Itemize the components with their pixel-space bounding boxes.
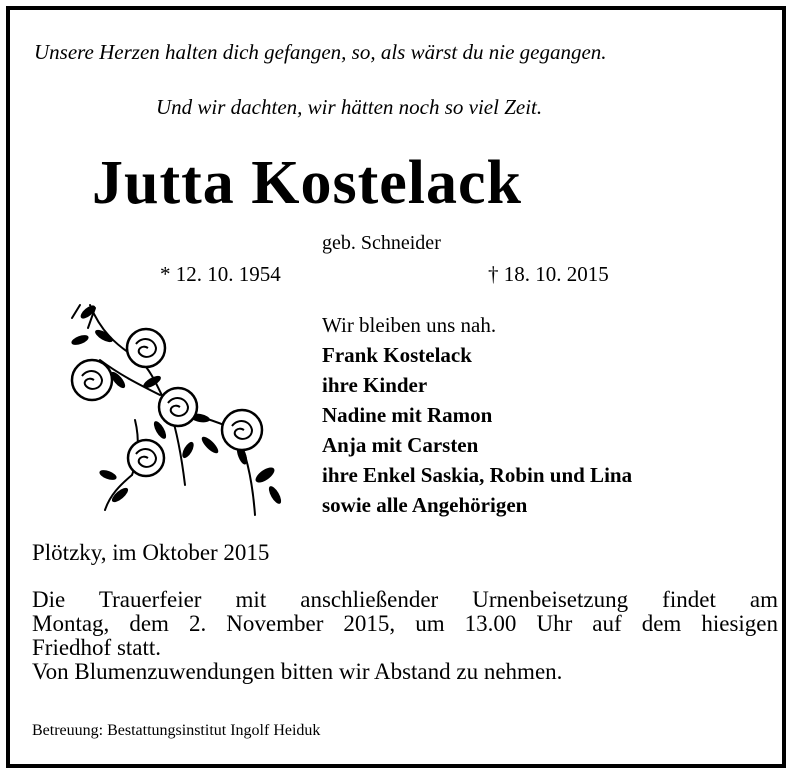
ceremony-line-1: Die Trauerfeier mit anschließender Urnenbeisetzung findet am [32,587,778,612]
mourner-line: Frank Kostelack [322,343,472,367]
maiden-name: geb. Schneider [322,232,441,254]
poem-line-1: Unsere Herzen halten dich gefangen, so, als wärst du nie gegangen. [34,40,607,64]
mourners-list [322,310,632,520]
death-date: † 18. 10. 2015 [488,262,609,286]
birth-date: * 12. 10. 1954 [160,262,281,286]
funeral-home-credit: Betreuung: Bestattungsinstitut Ingolf Heiduk [32,722,321,739]
poem-line-2: Und wir dachten, wir hätten noch so viel Zeit. [156,95,543,119]
flowers-note: Von Blumenzuwendungen bitten wir Abstand zu nehmen. [32,659,563,684]
ceremony-line-2: Montag, dem 2. November 2015, um 13.00 Uhr auf dem hiesigen [32,611,778,636]
mourner-line: ihre Kinder [322,373,428,397]
obituary-frame [6,6,786,768]
mourner-line: Nadine mit Ramon [322,403,493,427]
ceremony-line-3: Friedhof statt. [32,635,162,660]
mourners-intro: Wir bleiben uns nah. [322,313,497,337]
mourner-line: sowie alle Angehörigen [322,493,528,517]
deceased-name: Jutta Kostelack [92,149,523,217]
roses-icon [60,300,290,522]
place-date: Plötzky, im Oktober 2015 [32,540,270,565]
mourner-line: ihre Enkel Saskia, Robin und Lina [322,463,633,487]
ceremony-paragraph [32,588,778,684]
mourner-line: Anja mit Carsten [322,433,479,457]
